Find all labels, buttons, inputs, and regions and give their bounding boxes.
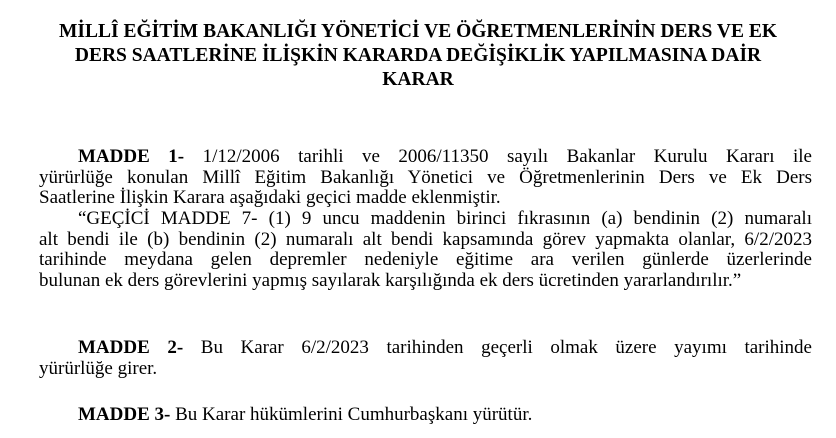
title-line-3: KARAR <box>382 69 454 90</box>
temporary-article-line-4: bulunan ek ders görevlerini yapmış sayılarak karşılığında ek ders ücretinden yararlandırılır.” <box>39 269 742 291</box>
article-1-text-1: 1/12/2006 tarihli ve 2006/11350 sayılı Bakanlar Kurulu Kararı ile <box>184 146 812 167</box>
article-3-line-1 <box>39 405 812 426</box>
title-line-2: DERS SAATLERİNE İLİŞKİN KARARDA DEĞİŞİKLİK YAPILMASINA DAİR <box>74 45 762 66</box>
temporary-article-line-2: alt bendi ile (b) bendinin (2) numaralı alt bendi kapsamında görev yapmakta olanlar, 6/2/2023 <box>39 228 812 250</box>
article-2 <box>39 338 812 379</box>
article-1-label: MADDE 1- <box>78 146 185 167</box>
article-1 <box>39 147 812 209</box>
title-line-1: MİLLÎ EĞİTİM BAKANLIĞI YÖNETİCİ VE ÖĞRETMENLERİNİN DERS VE EK <box>58 21 778 42</box>
article-2-label: MADDE 2- <box>78 337 184 358</box>
article-2-line-2: yürürlüğe girer. <box>39 357 158 379</box>
article-1-line-2: yürürlüğe konulan Millî Eğitim Bakanlığı Yönetici ve Öğretmenlerinin Ders ve Ek Ders <box>39 166 812 188</box>
temporary-article-line-1: “GEÇİCİ MADDE 7- (1) 9 uncu maddenin birinci fıkrasının (a) bendinin (2) numaralı <box>78 208 812 229</box>
article-2-line-1 <box>39 338 812 359</box>
article-1-line-1 <box>39 147 812 168</box>
article-3 <box>39 405 812 426</box>
article-3-label: MADDE 3- <box>78 404 171 425</box>
article-3-text: Bu Karar hükümlerini Cumhurbaşkanı yürütür. <box>170 404 533 425</box>
article-2-text-1: Bu Karar 6/2/2023 tarihinden geçerli olmak üzere yayımı tarihinde <box>183 337 812 358</box>
article-1-line-3: Saatlerine İlişkin Karara aşağıdaki geçici madde eklenmiştir. <box>39 187 501 208</box>
temporary-article-line-3: tarihinde meydana gelen depremler nedeniyle eğitime ara verilen günlerde üzerlerinde <box>39 249 812 270</box>
temporary-article-7 <box>39 209 812 291</box>
document-title <box>20 20 816 92</box>
